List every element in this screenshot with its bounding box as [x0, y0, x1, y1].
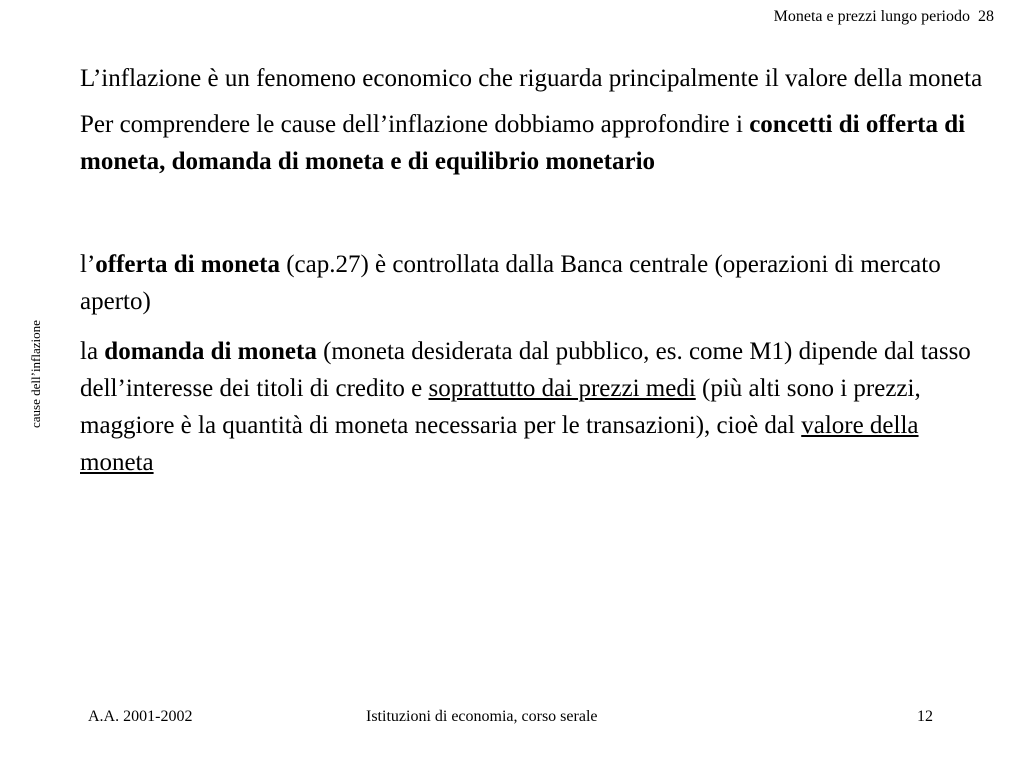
header-page-number: 28	[978, 8, 994, 25]
paragraph-money-supply	[80, 246, 992, 320]
paragraph-prefix: la	[80, 338, 105, 365]
side-section-label: cause dell’inflazione	[28, 320, 43, 428]
footer-slide-number: 12	[917, 708, 933, 725]
paragraph-prefix: l’	[80, 251, 96, 278]
paragraph-text: (più alti sono i prezzi, maggiore è la quantità di moneta necessaria per le transazioni), cioè dal	[80, 375, 921, 439]
footer-course-name: Istituzioni di economia, corso serale	[366, 708, 598, 725]
footer-academic-year: A.A. 2001-2002	[88, 708, 193, 725]
slide-header	[774, 8, 994, 26]
paragraph-text: Per comprendere le cause dell’inflazione dobbiamo approfondire i	[80, 111, 750, 138]
paragraph-money-demand	[80, 333, 992, 481]
bold-money-supply: offerta di moneta	[95, 251, 280, 278]
paragraph-inflation-definition: L’inflazione è un fenomeno economico che riguarda principalmente il valore della moneta	[80, 65, 983, 92]
bold-concepts: concetti di offerta di moneta, domanda di moneta e di equilibrio monetario	[80, 111, 966, 175]
bold-money-demand: domanda di moneta	[104, 338, 317, 365]
header-title: Moneta e prezzi lungo periodo	[773, 8, 970, 25]
underlined-money-value: valore della moneta	[80, 412, 919, 476]
paragraph-text: (cap.27) è controllata dalla Banca centrale (operazioni di mercato aperto)	[80, 251, 941, 315]
paragraph-text: (moneta desiderata dal pubblico, es. come M1) dipende dal tasso dell’interesse dei titoli di credito e	[80, 338, 971, 402]
paragraph-inflation-causes	[80, 106, 992, 180]
slide-body	[80, 60, 992, 481]
underlined-average-prices: soprattutto dai prezzi medi	[428, 375, 696, 402]
